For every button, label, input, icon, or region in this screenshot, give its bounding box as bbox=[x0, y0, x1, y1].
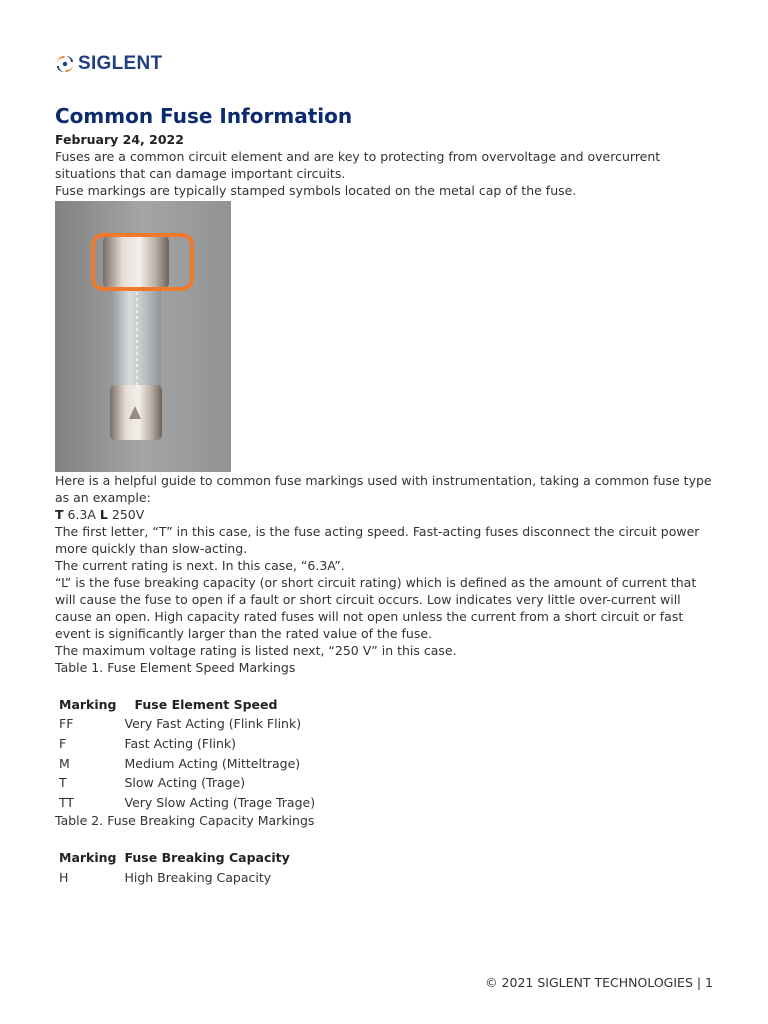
table-row bbox=[55, 793, 319, 813]
table-cell: Medium Acting (Mitteltrage) bbox=[124, 755, 301, 771]
siglent-swirl-icon bbox=[55, 54, 75, 74]
table-cell: TT bbox=[59, 795, 75, 811]
table-row bbox=[55, 773, 319, 793]
table2-caption: Table 2. Fuse Breaking Capacity Markings bbox=[55, 813, 315, 829]
example-speed: T bbox=[55, 507, 64, 522]
breaking-capacity-table bbox=[55, 847, 294, 887]
table-row bbox=[55, 734, 319, 754]
siglent-logo bbox=[55, 54, 162, 74]
table-row bbox=[55, 753, 319, 773]
table-row bbox=[55, 714, 319, 734]
table-header-cell: Fuse Element Speed bbox=[134, 696, 278, 712]
speed-markings-table bbox=[55, 694, 319, 812]
fuse-photo bbox=[55, 201, 231, 472]
table-cell: Fast Acting (Flink) bbox=[124, 736, 237, 752]
intro-paragraph-2: Fuse markings are typically stamped symbols located on the metal cap of the fuse. bbox=[55, 183, 577, 198]
guide-intro: Here is a helpful guide to common fuse markings used with instrumentation, taking a common fuse type as an example: bbox=[55, 473, 712, 505]
example-voltage: 250V bbox=[107, 507, 145, 522]
example-marking bbox=[55, 506, 720, 523]
table-cell: T bbox=[59, 775, 67, 791]
logo-text: SIGLENT bbox=[78, 53, 163, 74]
intro-paragraph-1: Fuses are a common circuit element and are key to protecting from overvoltage and overcurrent situations that can damage important circuits. bbox=[55, 149, 661, 181]
table-cell: High Breaking Capacity bbox=[124, 869, 272, 885]
table-cell: M bbox=[59, 755, 70, 771]
article bbox=[55, 102, 720, 887]
table-header-row bbox=[55, 694, 319, 714]
explanation-speed: The first letter, “T” in this case, is the fuse acting speed. Fast-acting fuses disconnect the circuit power more quickly than slow-acting. bbox=[55, 524, 700, 556]
explanation-voltage: The maximum voltage rating is listed next, “250 V” in this case. bbox=[55, 643, 457, 658]
explanation-capacity: “L” is the fuse breaking capacity (or short circuit rating) which is defined as the amount of current that will cause the fuse to open if a fault or short circuit occurs. Low indicates very little over-current will cause an open. High capacity rated fuses will not open unless the current from a short circuit or fast event is significantly larger than the rated value of the fuse. bbox=[55, 575, 697, 641]
table-row bbox=[55, 867, 294, 887]
example-capacity: L bbox=[99, 507, 108, 522]
table-cell: F bbox=[59, 736, 67, 752]
table-cell: Very Fast Acting (Flink Flink) bbox=[124, 716, 302, 732]
table-cell: H bbox=[59, 869, 69, 885]
example-current: 6.3A bbox=[63, 507, 100, 522]
explanation-current: The current rating is next. In this case, “6.3A”. bbox=[55, 558, 345, 573]
table-cell: Very Slow Acting (Trage Trage) bbox=[124, 795, 316, 811]
fuse-illustration bbox=[55, 201, 231, 472]
table-cell: Slow Acting (Trage) bbox=[124, 775, 246, 791]
page-footer: © 2021 SIGLENT TECHNOLOGIES | 1 bbox=[485, 975, 713, 990]
table-header-cell: Marking bbox=[59, 849, 117, 865]
table-cell: FF bbox=[59, 716, 74, 732]
page-title: Common Fuse Information bbox=[55, 104, 353, 128]
table-header-cell: Marking bbox=[59, 696, 117, 712]
table-header-row bbox=[55, 847, 294, 867]
table-header-cell: Fuse Breaking Capacity bbox=[124, 849, 290, 865]
publish-date: February 24, 2022 bbox=[55, 132, 184, 147]
table1-caption: Table 1. Fuse Element Speed Markings bbox=[55, 660, 296, 675]
